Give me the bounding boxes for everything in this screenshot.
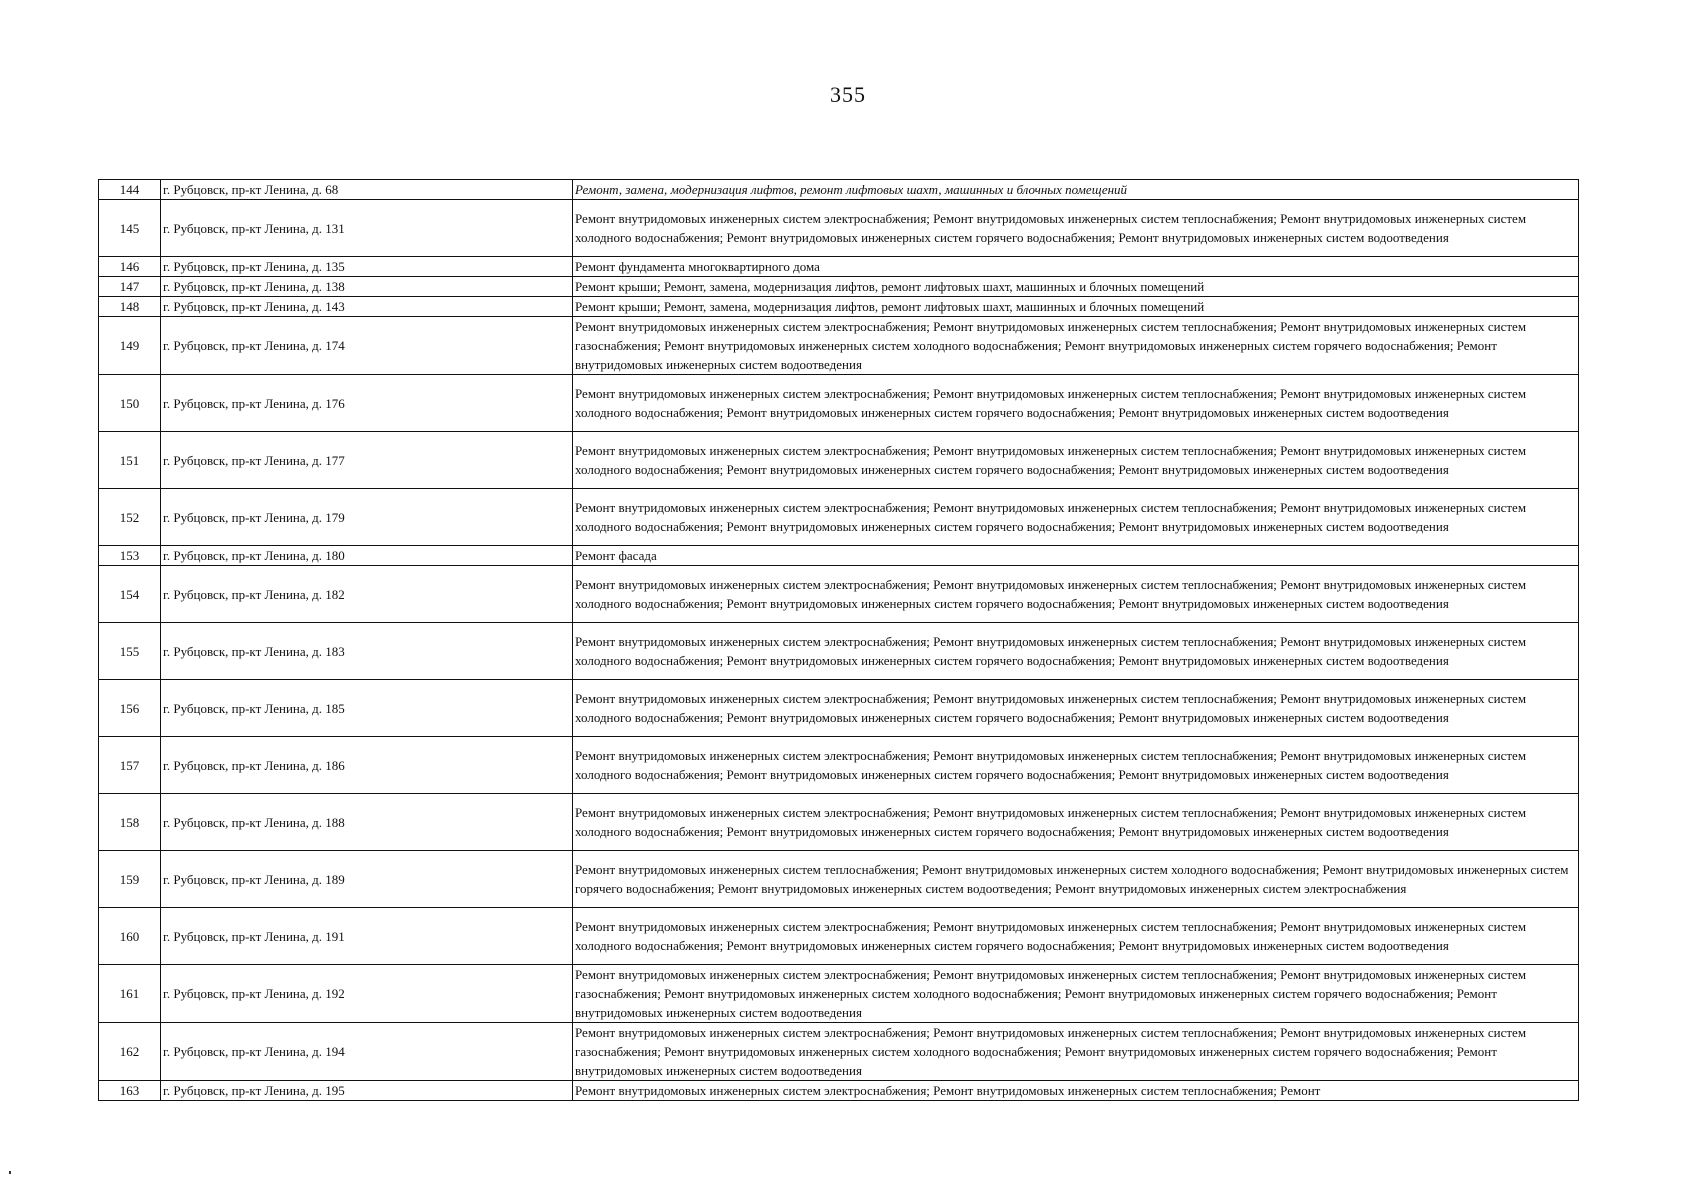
row-number: 155	[99, 623, 161, 680]
row-address: г. Рубцовск, пр-кт Ленина, д. 177	[161, 432, 573, 489]
row-number: 161	[99, 965, 161, 1023]
row-number: 163	[99, 1081, 161, 1101]
table-row	[99, 623, 1579, 680]
table-row	[99, 546, 1579, 566]
row-number: 144	[99, 180, 161, 200]
row-works: Ремонт внутридомовых инженерных систем электроснабжения; Ремонт внутридомовых инженерных систем теплоснабжения; Ремонт внутридомовых инженерных систем холодного водоснабжения; Ремонт внутридомовых инженерных систем горячего водоснабжения; Ремонт внутридомовых инженерных систем водоотведения	[573, 794, 1579, 851]
row-works: Ремонт внутридомовых инженерных систем электроснабжения; Ремонт внутридомовых инженерных систем теплоснабжения; Ремонт внутридомовых инженерных систем газоснабжения; Ремонт внутридомовых инженерных систем холодного водоснабжения; Ремонт внутридомовых инженерных систем горячего водоснабжения; Ремонт внутридомовых инженерных систем водоотведения	[573, 317, 1579, 375]
row-address: г. Рубцовск, пр-кт Ленина, д. 68	[161, 180, 573, 200]
table-row	[99, 680, 1579, 737]
table-row	[99, 908, 1579, 965]
row-works: Ремонт внутридомовых инженерных систем электроснабжения; Ремонт внутридомовых инженерных систем теплоснабжения; Ремонт внутридомовых инженерных систем холодного водоснабжения; Ремонт внутридомовых инженерных систем горячего водоснабжения; Ремонт внутридомовых инженерных систем водоотведения	[573, 432, 1579, 489]
table-body	[99, 180, 1579, 1101]
row-number: 156	[99, 680, 161, 737]
row-address: г. Рубцовск, пр-кт Ленина, д. 183	[161, 623, 573, 680]
row-number: 162	[99, 1023, 161, 1081]
table-row	[99, 317, 1579, 375]
row-address: г. Рубцовск, пр-кт Ленина, д. 191	[161, 908, 573, 965]
row-works: Ремонт внутридомовых инженерных систем электроснабжения; Ремонт внутридомовых инженерных систем теплоснабжения; Ремонт внутридомовых инженерных систем холодного водоснабжения; Ремонт внутридомовых инженерных систем горячего водоснабжения; Ремонт внутридомовых инженерных систем водоотведения	[573, 908, 1579, 965]
row-works: Ремонт внутридомовых инженерных систем электроснабжения; Ремонт внутридомовых инженерных систем теплоснабжения; Ремонт внутридомовых инженерных систем холодного водоснабжения; Ремонт внутридомовых инженерных систем горячего водоснабжения; Ремонт внутридомовых инженерных систем водоотведения	[573, 680, 1579, 737]
row-number: 148	[99, 297, 161, 317]
row-address: г. Рубцовск, пр-кт Ленина, д. 135	[161, 257, 573, 277]
table-row	[99, 965, 1579, 1023]
row-address: г. Рубцовск, пр-кт Ленина, д. 194	[161, 1023, 573, 1081]
row-address: г. Рубцовск, пр-кт Ленина, д. 180	[161, 546, 573, 566]
row-address: г. Рубцовск, пр-кт Ленина, д. 174	[161, 317, 573, 375]
row-address: г. Рубцовск, пр-кт Ленина, д. 185	[161, 680, 573, 737]
row-works: Ремонт внутридомовых инженерных систем электроснабжения; Ремонт внутридомовых инженерных систем теплоснабжения; Ремонт внутридомовых инженерных систем газоснабжения; Ремонт внутридомовых инженерных систем холодного водоснабжения; Ремонт внутридомовых инженерных систем горячего водоснабжения; Ремонт внутридомовых инженерных систем водоотведения	[573, 965, 1579, 1023]
row-works: Ремонт внутридомовых инженерных систем теплоснабжения; Ремонт внутридомовых инженерных систем холодного водоснабжения; Ремонт внутридомовых инженерных систем горячего водоснабжения; Ремонт внутридомовых инженерных систем водоотведения; Ремонт внутридомовых инженерных систем электроснабжения	[573, 851, 1579, 908]
table-row	[99, 277, 1579, 297]
table-row	[99, 851, 1579, 908]
row-works: Ремонт крыши; Ремонт, замена, модернизация лифтов, ремонт лифтовых шахт, машинных и блочных помещений	[573, 277, 1579, 297]
row-works: Ремонт, замена, модернизация лифтов, ремонт лифтовых шахт, машинных и блочных помещений	[573, 180, 1579, 200]
row-works: Ремонт внутридомовых инженерных систем электроснабжения; Ремонт внутридомовых инженерных систем теплоснабжения; Ремонт внутридомовых инженерных систем холодного водоснабжения; Ремонт внутридомовых инженерных систем горячего водоснабжения; Ремонт внутридомовых инженерных систем водоотведения	[573, 623, 1579, 680]
row-address: г. Рубцовск, пр-кт Ленина, д. 182	[161, 566, 573, 623]
row-number: 146	[99, 257, 161, 277]
row-number: 151	[99, 432, 161, 489]
row-number: 157	[99, 737, 161, 794]
page-number: 355	[830, 82, 866, 107]
table-row	[99, 180, 1579, 200]
row-number: 150	[99, 375, 161, 432]
repair-register-table	[98, 179, 1579, 1101]
table-row	[99, 794, 1579, 851]
scan-speck	[9, 1171, 11, 1174]
row-address: г. Рубцовск, пр-кт Ленина, д. 189	[161, 851, 573, 908]
row-number: 154	[99, 566, 161, 623]
row-number: 152	[99, 489, 161, 546]
row-works: Ремонт внутридомовых инженерных систем электроснабжения; Ремонт внутридомовых инженерных систем теплоснабжения; Ремонт внутридомовых инженерных систем холодного водоснабжения; Ремонт внутридомовых инженерных систем горячего водоснабжения; Ремонт внутридомовых инженерных систем водоотведения	[573, 566, 1579, 623]
table-row	[99, 566, 1579, 623]
row-address: г. Рубцовск, пр-кт Ленина, д. 192	[161, 965, 573, 1023]
table-row	[99, 432, 1579, 489]
row-works: Ремонт внутридомовых инженерных систем электроснабжения; Ремонт внутридомовых инженерных систем теплоснабжения; Ремонт	[573, 1081, 1579, 1101]
row-works: Ремонт внутридомовых инженерных систем электроснабжения; Ремонт внутридомовых инженерных систем теплоснабжения; Ремонт внутридомовых инженерных систем холодного водоснабжения; Ремонт внутридомовых инженерных систем горячего водоснабжения; Ремонт внутридомовых инженерных систем водоотведения	[573, 200, 1579, 257]
row-address: г. Рубцовск, пр-кт Ленина, д. 195	[161, 1081, 573, 1101]
row-address: г. Рубцовск, пр-кт Ленина, д. 186	[161, 737, 573, 794]
table-row	[99, 200, 1579, 257]
row-number: 160	[99, 908, 161, 965]
row-works: Ремонт крыши; Ремонт, замена, модернизация лифтов, ремонт лифтовых шахт, машинных и блочных помещений	[573, 297, 1579, 317]
row-address: г. Рубцовск, пр-кт Ленина, д. 179	[161, 489, 573, 546]
row-works: Ремонт внутридомовых инженерных систем электроснабжения; Ремонт внутридомовых инженерных систем теплоснабжения; Ремонт внутридомовых инженерных систем холодного водоснабжения; Ремонт внутридомовых инженерных систем горячего водоснабжения; Ремонт внутридомовых инженерных систем водоотведения	[573, 489, 1579, 546]
row-number: 149	[99, 317, 161, 375]
row-number: 147	[99, 277, 161, 297]
row-address: г. Рубцовск, пр-кт Ленина, д. 138	[161, 277, 573, 297]
row-number: 159	[99, 851, 161, 908]
row-number: 158	[99, 794, 161, 851]
table-row	[99, 257, 1579, 277]
row-address: г. Рубцовск, пр-кт Ленина, д. 188	[161, 794, 573, 851]
table-row	[99, 375, 1579, 432]
row-works: Ремонт внутридомовых инженерных систем электроснабжения; Ремонт внутридомовых инженерных систем теплоснабжения; Ремонт внутридомовых инженерных систем газоснабжения; Ремонт внутридомовых инженерных систем холодного водоснабжения; Ремонт внутридомовых инженерных систем горячего водоснабжения; Ремонт внутридомовых инженерных систем водоотведения	[573, 1023, 1579, 1081]
table-row	[99, 297, 1579, 317]
table-row	[99, 489, 1579, 546]
table-row	[99, 1023, 1579, 1081]
table-row	[99, 737, 1579, 794]
row-number: 145	[99, 200, 161, 257]
row-address: г. Рубцовск, пр-кт Ленина, д. 143	[161, 297, 573, 317]
row-address: г. Рубцовск, пр-кт Ленина, д. 131	[161, 200, 573, 257]
row-address: г. Рубцовск, пр-кт Ленина, д. 176	[161, 375, 573, 432]
row-number: 153	[99, 546, 161, 566]
row-works: Ремонт внутридомовых инженерных систем электроснабжения; Ремонт внутридомовых инженерных систем теплоснабжения; Ремонт внутридомовых инженерных систем холодного водоснабжения; Ремонт внутридомовых инженерных систем горячего водоснабжения; Ремонт внутридомовых инженерных систем водоотведения	[573, 375, 1579, 432]
row-works: Ремонт внутридомовых инженерных систем электроснабжения; Ремонт внутридомовых инженерных систем теплоснабжения; Ремонт внутридомовых инженерных систем холодного водоснабжения; Ремонт внутридомовых инженерных систем горячего водоснабжения; Ремонт внутридомовых инженерных систем водоотведения	[573, 737, 1579, 794]
row-works: Ремонт фундамента многоквартирного дома	[573, 257, 1579, 277]
row-works: Ремонт фасада	[573, 546, 1579, 566]
table-row	[99, 1081, 1579, 1101]
